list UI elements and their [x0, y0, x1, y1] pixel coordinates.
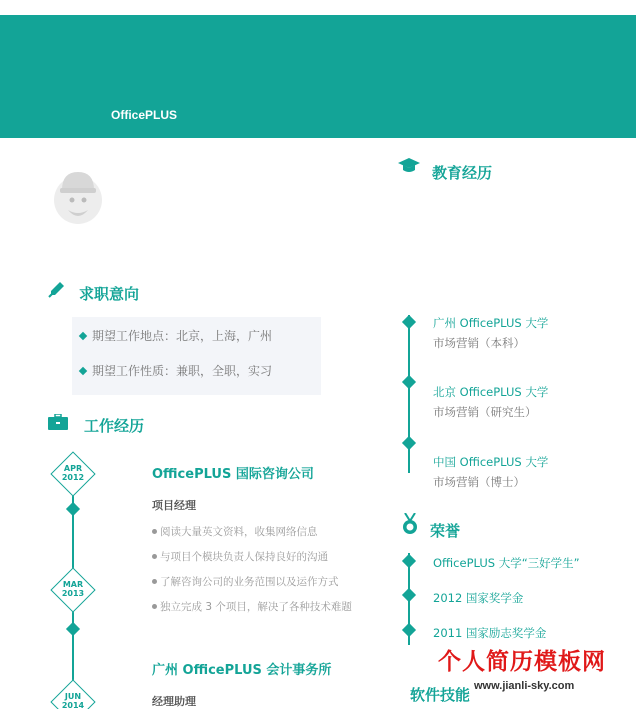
work-bullet-text: 与项目个模块负责人保持良好的沟通: [160, 551, 328, 563]
diamond-bullet-icon: [79, 366, 87, 374]
education-school: 北京 OfficePLUS 大学: [433, 385, 549, 399]
date-month: APR: [63, 464, 83, 473]
education-school: 广州 OfficePLUS 大学: [433, 316, 549, 330]
education-major: 市场营销（博士）: [433, 475, 525, 489]
header-band: [0, 15, 636, 138]
date-month: JUN: [64, 692, 82, 701]
date-month: MAR: [62, 580, 84, 589]
honors-title: 荣誉: [430, 522, 461, 540]
work-bullet-text: 阅读大量英文资料，收集网络信息: [160, 526, 318, 538]
intent-box: [72, 317, 321, 395]
briefcase-icon: [48, 414, 68, 430]
education-major: 市场营销（本科）: [433, 336, 525, 350]
education-major: 市场营销（研究生）: [433, 405, 537, 419]
brand-name: OfficePLUS: [111, 108, 178, 122]
work-bullet-text: 了解咨询公司的业务范围以及运作方式: [160, 576, 339, 588]
work-role: 经理助理: [152, 695, 196, 708]
intent-title: 求职意向: [79, 285, 140, 303]
timeline-node: [402, 588, 416, 602]
timeline-node: [402, 623, 416, 637]
work-role: 项目经理: [152, 499, 196, 512]
diamond-bullet-icon: [79, 331, 87, 339]
intent-item-location: [80, 327, 272, 344]
work-bullet: [152, 574, 339, 589]
work-bullet: [152, 549, 328, 564]
intent-item-text: 期望工作地点：北京，上海，广州: [92, 329, 273, 343]
medal-icon: [402, 513, 418, 535]
education-title: 教育经历: [432, 164, 493, 182]
work-company: OfficePLUS 国际咨询公司: [152, 467, 314, 482]
work-company: 广州 OfficePLUS 会计事务所: [152, 663, 332, 678]
timeline-node: [66, 502, 80, 516]
date-badge-2012: [51, 452, 95, 496]
timeline-node: [402, 375, 416, 389]
honor-item: 2012 国家奖学金: [433, 591, 524, 605]
skills-title: 软件技能: [410, 686, 471, 704]
pen-icon: [48, 280, 66, 298]
work-bullet: [152, 524, 318, 539]
avatar-icon: [50, 166, 106, 230]
intent-item-type: [80, 362, 272, 379]
date-year: 2012: [61, 473, 85, 482]
timeline-node: [402, 315, 416, 329]
watermark-url: www.jianli-sky.com: [474, 680, 575, 692]
graduation-cap-icon: [398, 158, 420, 174]
timeline-node: [66, 622, 80, 636]
timeline-node: [402, 436, 416, 450]
date-year: 2013: [61, 589, 85, 598]
honor-item: OfficePLUS 大学“三好学生”: [433, 556, 580, 570]
watermark-text: 个人简历模板网: [438, 649, 606, 675]
date-badge-2013: [51, 568, 95, 612]
work-bullet-text: 独立完成 3 个项目，解决了各种技术难题: [160, 601, 352, 613]
timeline-node: [402, 554, 416, 568]
honor-item: 2011 国家励志奖学金: [433, 626, 547, 640]
intent-item-text: 期望工作性质：兼职，全职，实习: [92, 364, 273, 378]
work-bullet: [152, 599, 352, 614]
date-year: 2014: [61, 701, 85, 709]
date-badge-2014: [51, 680, 95, 709]
education-school: 中国 OfficePLUS 大学: [433, 455, 549, 469]
work-title: 工作经历: [84, 417, 145, 435]
